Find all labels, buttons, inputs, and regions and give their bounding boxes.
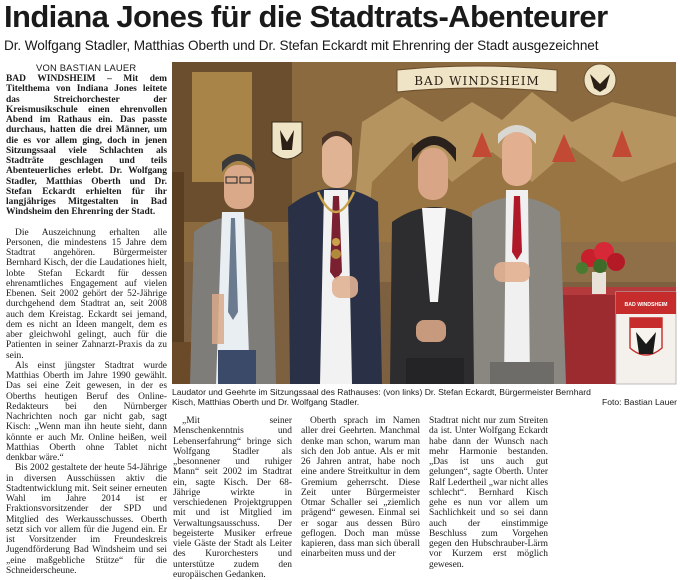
lead-paragraph: BAD WINDSHEIM – Mit dem Titelthema von Indiana Jones leitete das Streichorchester der Kreismusikschule einen ehrenvollen Abend im Rathaus ein. Das passte durchaus, hatten die drei Männer, um die es vor allem ging, doch in jenen Sitzungssaal viele Schlachten als Stadträte geschlagen und teils Abenteuerliches erlebt. Dr. Wolfgang Stadler, Matthias Oberth und Dr. Stefan Eckardt erhielten für ihr langjähriges Mitgestalten in Bad Windsheim den Ehrenring der Stadt. [6,74,167,218]
mural-sign-text: BAD WINDSHEIM [414,74,540,88]
headline: Indiana Jones für die Stadtrats-Abenteurer [4,0,608,34]
body-paragraph: Als einst jüngster Stadtrat wurde Matthias Oberth im Jahre 1990 gewählt. Das sei eine Zeit gewesen, in der es Oberths heutigen Beruf des Online-Redakteurs bei den Nürnberger Nachrichten noch gar nicht gab, sagt Kisch: „Wenn man ihn heute sieht, dann könnte er auch Mr. Online heißen, weil Matthias Oberth ohne Tablet nicht denkbar wäre.“ [6,360,167,463]
caption-text: Laudator und Geehrte im Sitzungssaal des Rathauses: (von links) Dr. Stefan Eckardt, Bürgermeister Bernhard Kisch, Matthias Oberth und Dr. Wolfgang Stadler. [172,387,591,408]
byline: VON BASTIAN LAUER [36,62,137,73]
article-column-bottom-3 [429,416,548,570]
body-paragraph: Bis 2002 gestaltete der heute 54-Jährige in diversen Ausschüssen aktiv die Stadtentwicklung mit. Seit seiner erneuten Wahl im Jahre 2014 ist er Fraktionsvorsitzender der SPD und Mitglied des Werkausschusses. Oberth setzt sich vor allem für die Jugend ein. Er ist Vorsitzender im Freundeskreis Jugendförderung Bad Windsheim und sei „eine maßgebliche Stütze“ für die Schneiderscheune. [6,463,167,576]
photo-credit: Foto: Bastian Lauer [601,397,677,408]
body-paragraph: Die Auszeichnung erhalten alle Personen, die mindestens 15 Jahre dem Stadtrat angehören. Bürgermeister Bernhard Kisch, der die Laudationes hielt, lobte Stefan Eckardt für dessen ehrenamtliches Engagement auf vielen Ebenen. Seit 2002 gehört der 52-Jährige durchgehend dem Stadtrat an, seit 2008 auch dem Kreistag. Eckardt sei jemand, dem es nicht an Ideen mangelt, dem es aber gleichwohl gelingt, auch für die Patienten in seiner Zahnarzt-Praxis da zu sein. [6,227,167,361]
article-photo [172,62,676,384]
article-column-bottom-1 [173,416,292,580]
article-column-left [6,74,167,576]
eagle-crest-icon [584,64,616,96]
subheadline: Dr. Wolfgang Stadler, Matthias Oberth und Dr. Stefan Eckardt mit Ehrenring der Stadt ausgezeichnet [4,38,599,53]
photo-caption [172,387,677,407]
body-paragraph: Oberth sprach im Namen aller drei Geehrten. Manchmal denke man schon, warum man sich den Job antue. Als er mit 26 Jahren antrat, habe noch eine andere Streitkultur in dem Gremium geherrscht. Diese Zeit unter Bürgermeister Otmar Schaller sei „ziemlich prägend“ gewesen. Einmal sei er sogar aus dessen Büro geflogen. Doch man müsse kapieren, dass man sich überall einarbeiten muss und der [301,416,420,560]
body-paragraph: Stadtrat nicht nur zum Streiten da ist. Unter Wolfgang Eckardt habe dann der Wunsch nach mehr Harmonie bestanden. „Das ist uns auch gut gelungen“, sagte Oberth. Unter Ralf Ledertheil „war nicht alles schlecht“. Bernhard Kisch gehe es nun vor allem um Sachlichkeit und so sei dann auch der einstimmige Beschluss zum Vorgehen gegen den Hubschrauber-Lärm vor Kurzem erst möglich gewesen. [429,416,548,570]
banner-text: BAD WINDSHEIM [624,302,668,308]
town-coat-of-arms-icon [630,318,662,355]
body-paragraph: „Mit seiner Menschenkenntnis und Lebenserfahrung“ bringe sich Wolfgang Stadler als „besonnener und ruhiger Mann“ seit 2002 im Stadtrat ein, sagte Kisch. Der 68-Jährige wirkte in verschiedenen Projektgruppen mit und ist Mitglied im Verwaltungsausschuss. Der begeisterte Musiker erfreue viele Gäste der Stadt als Leiter des Kurorchesters und unterstütze zudem den europäischen Gedanken. [173,416,292,580]
article-column-bottom-2 [301,416,420,560]
